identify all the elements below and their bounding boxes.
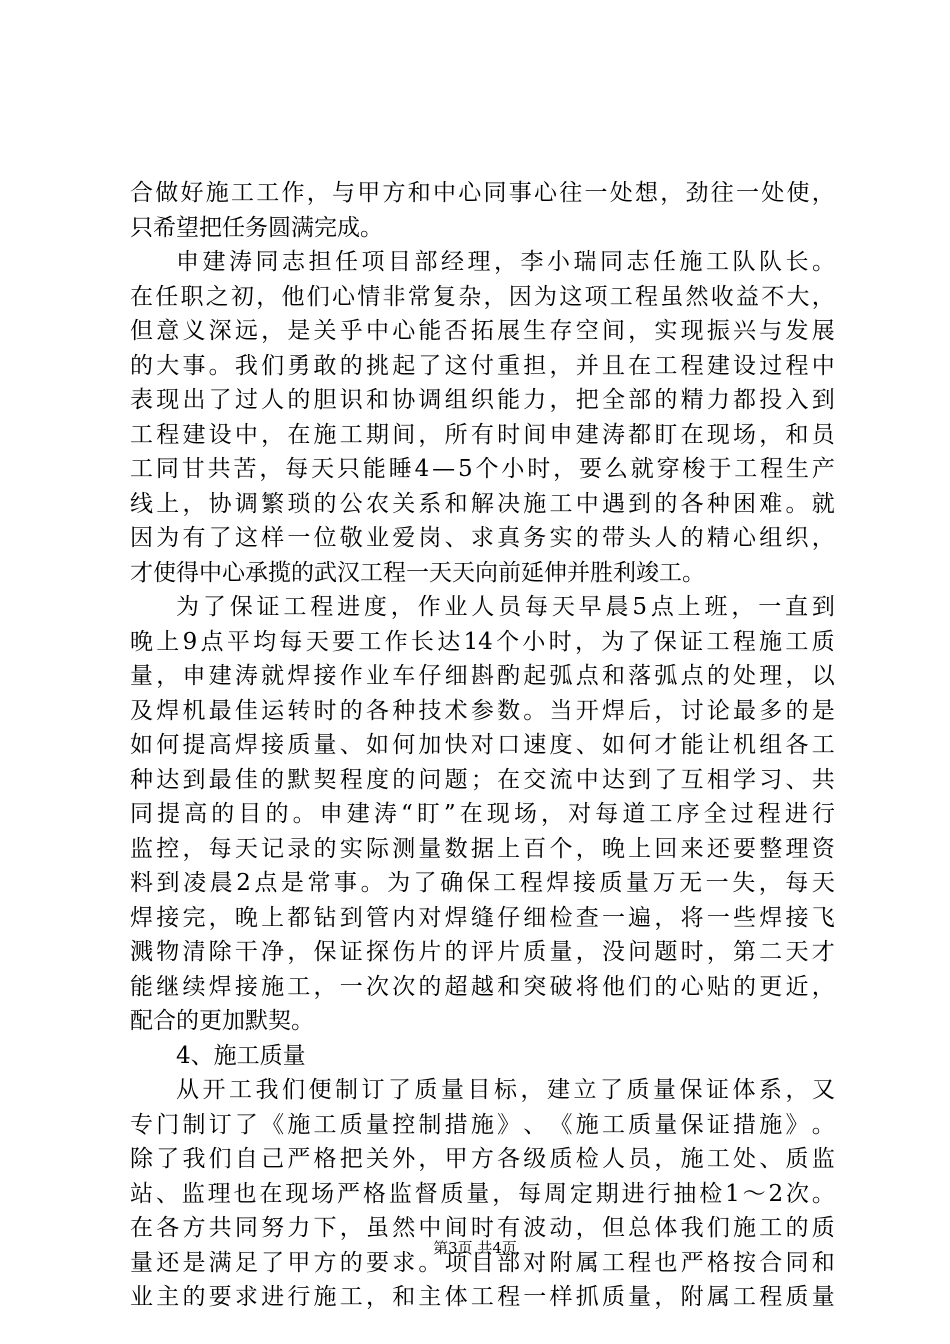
text-line: 溅 物 清 除 干 净 ， 保 证 探 伤 片 的 评 片 质 量 ， 没 问 题 时 ， 第 二 天 才 xyxy=(130,939,835,965)
text-line: 种 达 到 最 佳 的 默 契 程 度 的 问 题 ； 在 交 流 中 达 到 了 互 相 学 习 、 共 xyxy=(130,766,835,793)
text-line: 能 继 续 焊 接 施 工 ， 一 次 次 的 超 越 和 突 破 将 他 们 的 心 贴 的 更 近 ， xyxy=(130,973,835,1000)
text-line: 的 大 事 。 我 们 勇 敢 的 挑 起 了 这 付 重 担 ， 并 且 在 工 程 建 设 过 程 中 xyxy=(130,352,835,379)
text-line: 在 各 方 共 同 努 力 下 ， 虽 然 中 间 时 有 波 动 ， 但 总 体 我 们 施 工 的 质 xyxy=(130,1215,835,1241)
text-line: 配合的更加默契。 xyxy=(130,1008,314,1034)
text-line: 从 开 工 我 们 便 制 订 了 质 量 目 标 ， 建 立 了 质 量 保 证 体 系 ， 又 xyxy=(176,1077,835,1103)
text-line: 量 还 是 满 足 了 甲 方 的 要 求 。 项 目 部 对 附 属 工 程 也 严 格 按 合 同 和 xyxy=(130,1249,835,1276)
text-line: 焊 接 完 ， 晚 上 都 钻 到 管 内 对 焊 缝 仔 细 检 查 一 遍 ， 将 一 些 焊 接 飞 xyxy=(130,904,835,931)
text-line: 同 提 高 的 目 的 。 申 建 涛 “ 盯 ” 在 现 场 ， 对 每 道 工 序 全 过 程 进 行 xyxy=(130,801,835,827)
text-line: 晚 上 9 点 平 均 每 天 要 工 作 长 达 14 个 小 时 ， 为 了 保 证 工 程 施 工 质 xyxy=(130,628,835,655)
document-body xyxy=(130,176,835,1315)
text-line: 在 任 职 之 初 ， 他 们 心 情 非 常 复 杂 ， 因 为 这 项 工 程 虽 然 收 益 不 大 ， xyxy=(130,283,835,310)
page-footer: 第3页 共4页 xyxy=(433,1239,517,1257)
text-line: 及 焊 机 最 佳 运 转 时 的 各 种 技 术 参 数 。 当 开 焊 后 ， 讨 论 最 多 的 是 xyxy=(130,697,835,724)
text-line: 除 了 我 们 自 己 严 格 把 关 外 ， 甲 方 各 级 质 检 人 员 ， 施 工 处 、 质 监 xyxy=(130,1146,835,1172)
text-line: 量 ， 申 建 涛 就 焊 接 作 业 车 仔 细 斟 酌 起 弧 点 和 落 弧 点 的 处 理 ， 以 xyxy=(130,663,835,689)
text-line: 监 控 ， 每 天 记 录 的 实 际 测 量 数 据 上 百 个 ， 晚 上 回 来 还 要 整 理 资 xyxy=(130,835,835,862)
text-line: 线 上 ， 协 调 繁 琐 的 公 农 关 系 和 解 决 施 工 中 遇 到 的 各 种 困 难 。 就 xyxy=(130,490,835,517)
text-line: 因 为 有 了 这 样 一 位 敬 业 爱 岗 、 求 真 务 实 的 带 头 人 的 精 心 组 织 ， xyxy=(130,525,835,551)
text-line: 但 意 义 深 远 ， 是 关 乎 中 心 能 否 拓 展 生 存 空 间 ， 实 现 振 兴 与 发 展 xyxy=(130,318,835,344)
text-line: 4、施工质量 xyxy=(176,1042,306,1069)
text-line: 工 同 甘 共 苦 ， 每 天 只 能 睡 4 — 5 个 小 时 ， 要 么 就 穿 梭 于 工 程 生 产 xyxy=(130,456,835,482)
text-line: 表 现 出 了 过 人 的 胆 识 和 协 调 组 织 能 力 ， 把 全 部 的 精 力 都 投 入 到 xyxy=(130,387,835,413)
text-line: 专 门 制 订 了 《 施 工 质 量 控 制 措 施 》 、 《 施 工 质 量 保 证 措 施 》 。 xyxy=(130,1111,835,1138)
text-line: 为 了 保 证 工 程 进 度 ， 作 业 人 员 每 天 早 晨 5 点 上 班 ， 一 直 到 xyxy=(176,594,835,620)
text-line: 料 到 凌 晨 2 点 是 常 事 。 为 了 确 保 工 程 焊 接 质 量 万 无 一 失 ， 每 天 xyxy=(130,870,835,896)
text-line: 申 建 涛 同 志 担 任 项 目 部 经 理 ， 李 小 瑞 同 志 任 施 工 队 队 长 。 xyxy=(176,249,835,275)
text-line: 站 、 监 理 也 在 现 场 严 格 监 督 质 量 ， 每 周 定 期 进 行 抽 检 1 ～ 2 次 。 xyxy=(130,1180,835,1207)
text-line: 只希望把任务圆满完成。 xyxy=(130,214,383,241)
text-line: 业 主 的 要 求 进 行 施 工 ， 和 主 体 工 程 一 样 抓 质 量 ， 附 属 工 程 质 量 xyxy=(130,1284,835,1310)
text-line: 如 何 提 高 焊 接 质 量 、 如 何 加 快 对 口 速 度 、 如 何 才 能 让 机 组 各 工 xyxy=(130,732,835,758)
text-line: 工 程 建 设 中 ， 在 施 工 期 间 ， 所 有 时 间 申 建 涛 都 盯 在 现 场 ， 和 员 xyxy=(130,421,835,448)
text-line: 才使得中心承揽的武汉工程一天天向前延伸并胜利竣工。 xyxy=(130,559,705,586)
text-line: 合 做 好 施 工 工 作 ， 与 甲 方 和 中 心 同 事 心 往 一 处 想 ， 劲 往 一 处 使 ， xyxy=(130,180,835,206)
